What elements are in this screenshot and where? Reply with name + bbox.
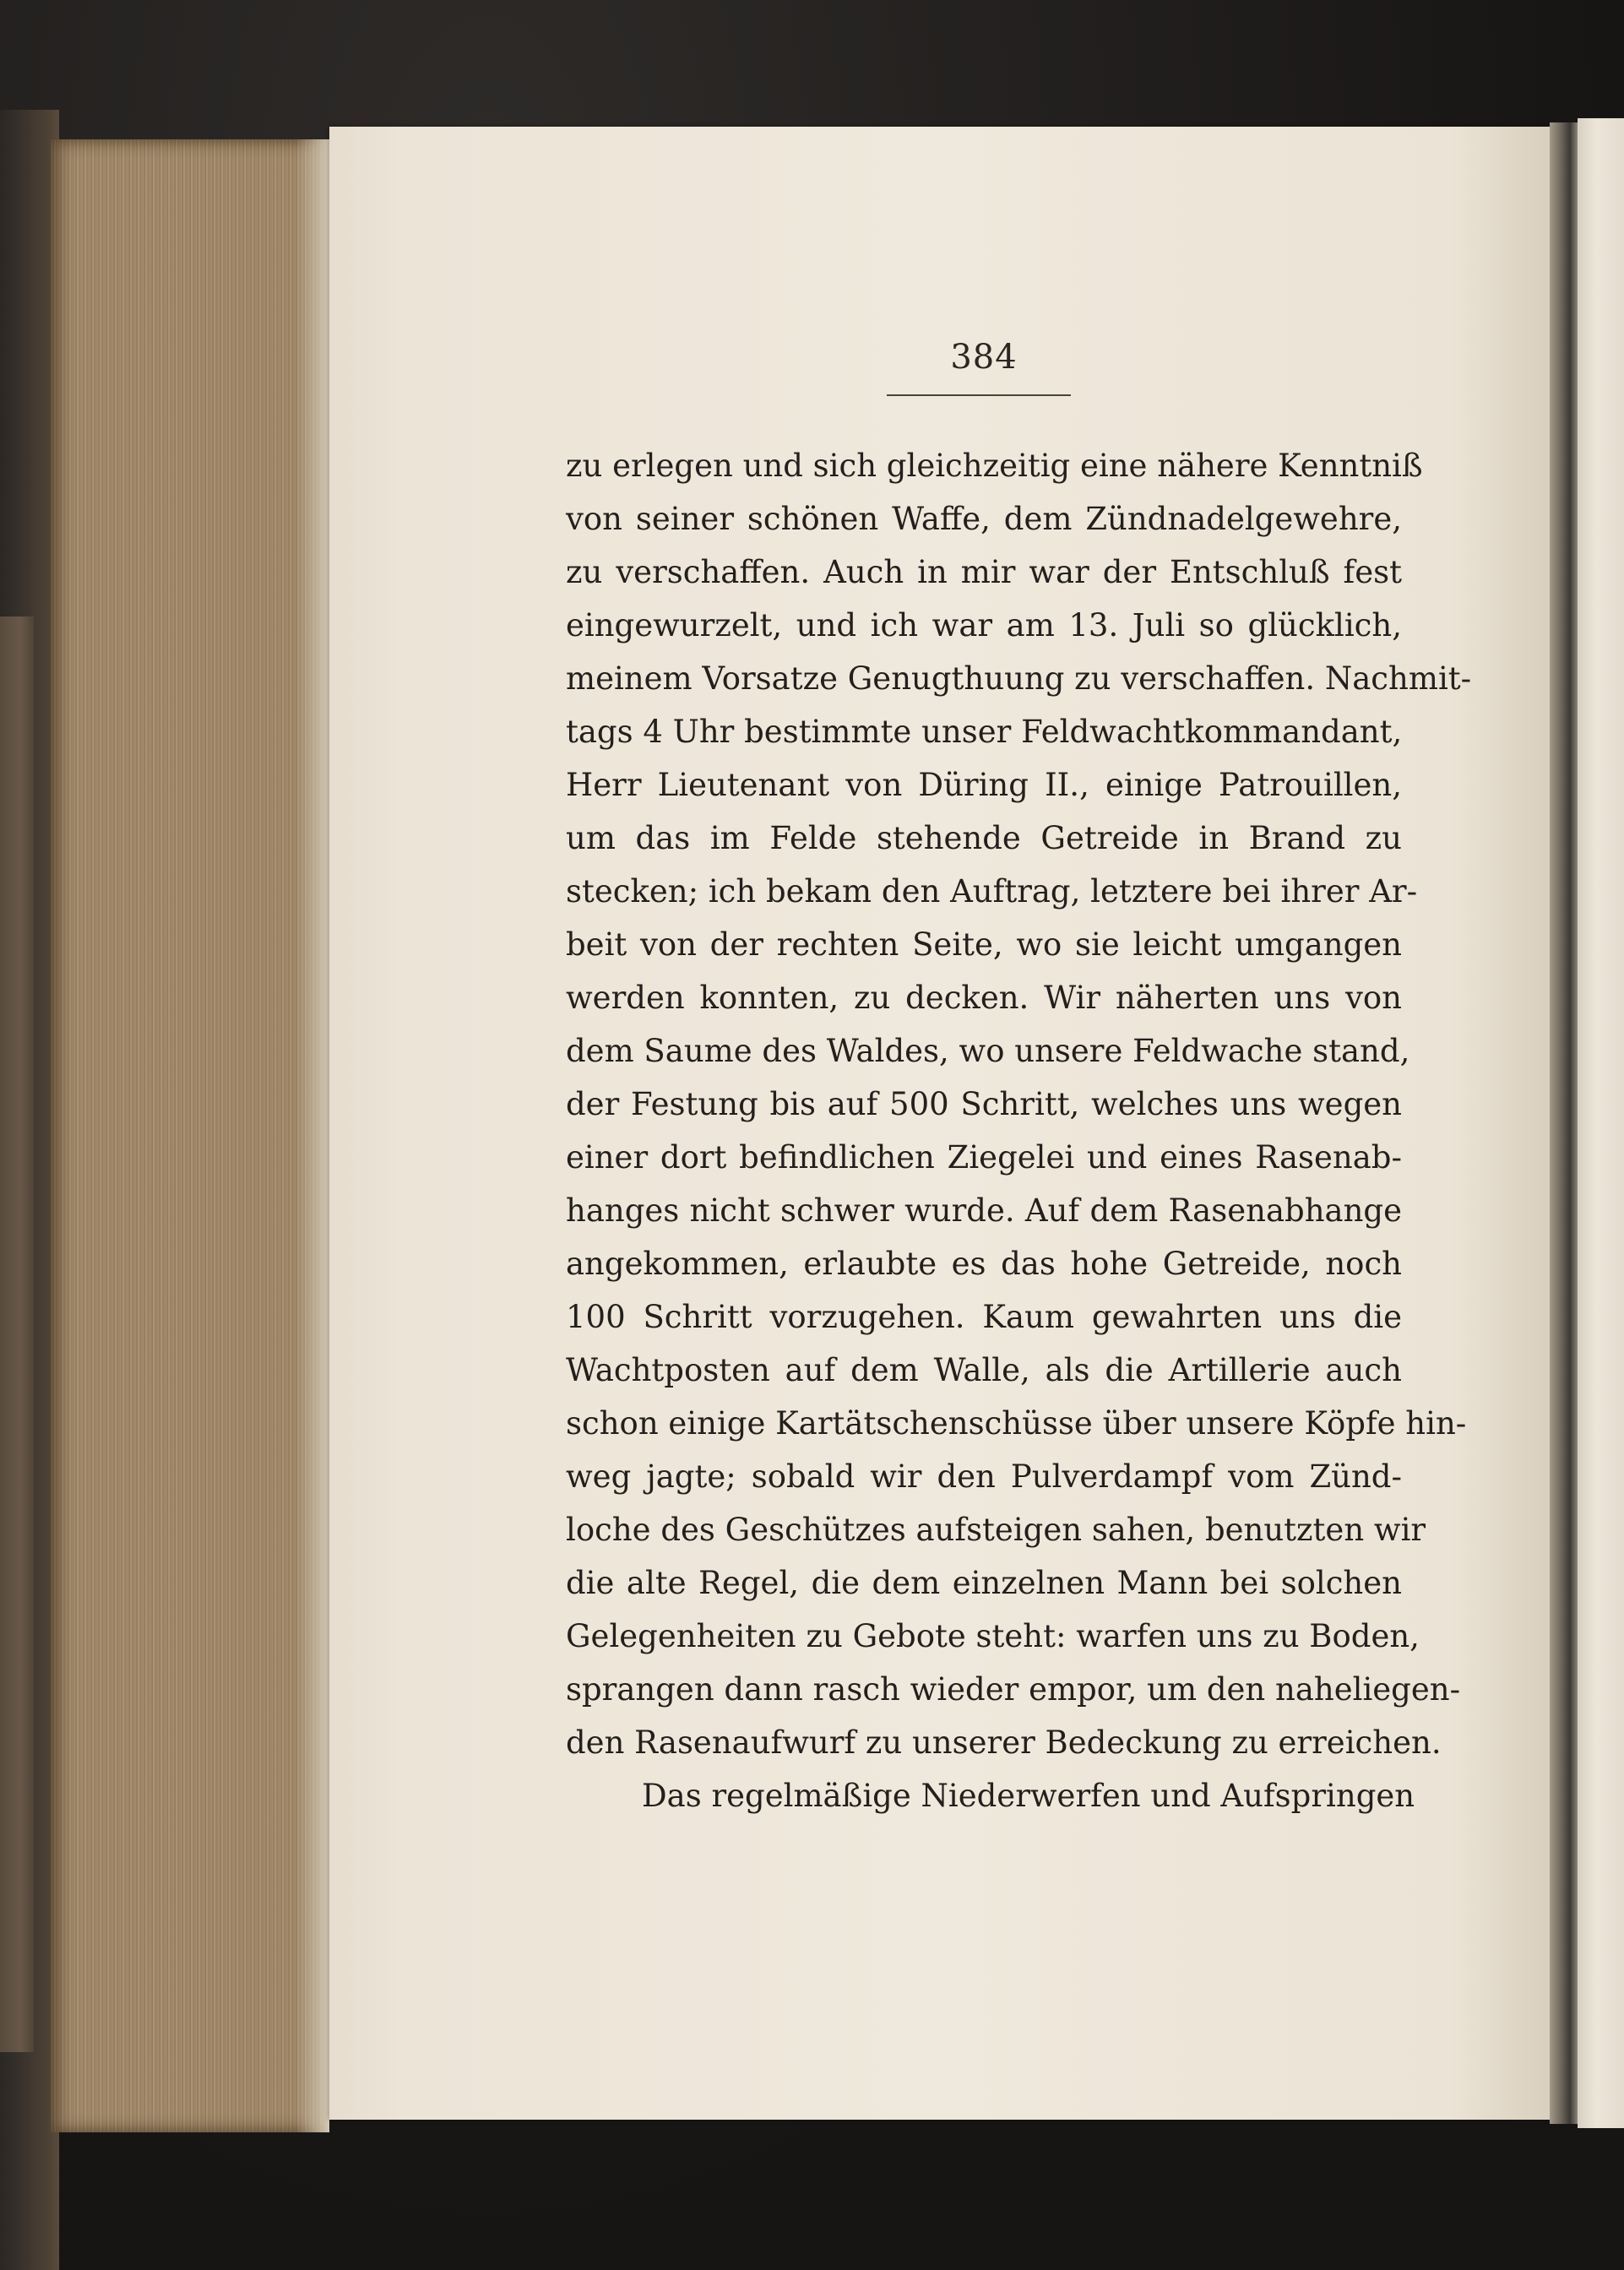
text-line: zu erlegen und sich gleichzeitig eine nähere Kenntniß (566, 448, 1423, 484)
header-rule (887, 394, 1071, 396)
text-line: sprangen dann rasch wieder empor, um den naheliegen- (566, 1671, 1461, 1708)
text-line: einer dort befindlichen Ziegelei und eines Rasenab- (566, 1139, 1402, 1176)
text-line: die alte Regel, die dem einzelnen Mann bei solchen (566, 1565, 1402, 1601)
text-line: 100 Schritt vorzugehen. Kaum gewahrten uns die (566, 1299, 1402, 1335)
text-line: eingewurzelt, und ich war am 13. Juli so glücklich, (566, 607, 1402, 644)
text-line: Gelegenheiten zu Gebote steht: warfen uns zu Boden, (566, 1618, 1420, 1654)
page-stack-edges (51, 139, 329, 2132)
text-line: loche des Geschützes aufsteigen sahen, benutzten wir (566, 1512, 1426, 1548)
text-line: hanges nicht schwer wurde. Auf dem Rasenabhange (566, 1192, 1402, 1229)
page-number: 384 (950, 338, 1018, 377)
facing-page-edge (1578, 118, 1624, 2128)
text-line: stecken; ich bekam den Auftrag, letztere bei ihrer Ar- (566, 873, 1418, 910)
text-line: dem Saume des Waldes, wo unsere Feldwache stand, (566, 1033, 1410, 1069)
text-line: von seiner schönen Waffe, dem Zündnadelgewehre, (566, 501, 1402, 537)
text-line: Herr Lieutenant von Düring II., einige Patrouillen, (566, 767, 1402, 803)
text-line: meinem Vorsatze Genugthuung zu verschaffen. Nachmit- (566, 660, 1472, 697)
text-line: zu verschaffen. Auch in mir war der Entschluß fest (566, 554, 1402, 590)
text-line: beit von der rechten Seite, wo sie leicht umgangen (566, 926, 1402, 963)
text-line: angekommen, erlaubte es das hohe Getreide, noch (566, 1246, 1402, 1282)
text-line: der Festung bis auf 500 Schritt, welches uns wegen (566, 1086, 1402, 1122)
text-line: den Rasenaufwurf zu unserer Bedeckung zu erreichen. (566, 1724, 1442, 1761)
text-line: weg jagte; sobald wir den Pulverdampf vom Zünd- (566, 1458, 1402, 1495)
text-line: um das im Felde stehende Getreide in Brand zu (566, 820, 1402, 856)
text-line: Wachtposten auf dem Walle, als die Artillerie auch (566, 1352, 1402, 1388)
text-line: schon einige Kartätschenschüsse über unsere Köpfe hin- (566, 1405, 1467, 1442)
text-line: werden konnten, zu decken. Wir näherten uns von (566, 980, 1402, 1016)
text-line: tags 4 Uhr bestimmte unser Feldwachtkommandant, (566, 714, 1403, 750)
body-text (566, 439, 1472, 1822)
text-line: Das regelmäßige Niederwerfen und Aufspringen (642, 1778, 1415, 1814)
